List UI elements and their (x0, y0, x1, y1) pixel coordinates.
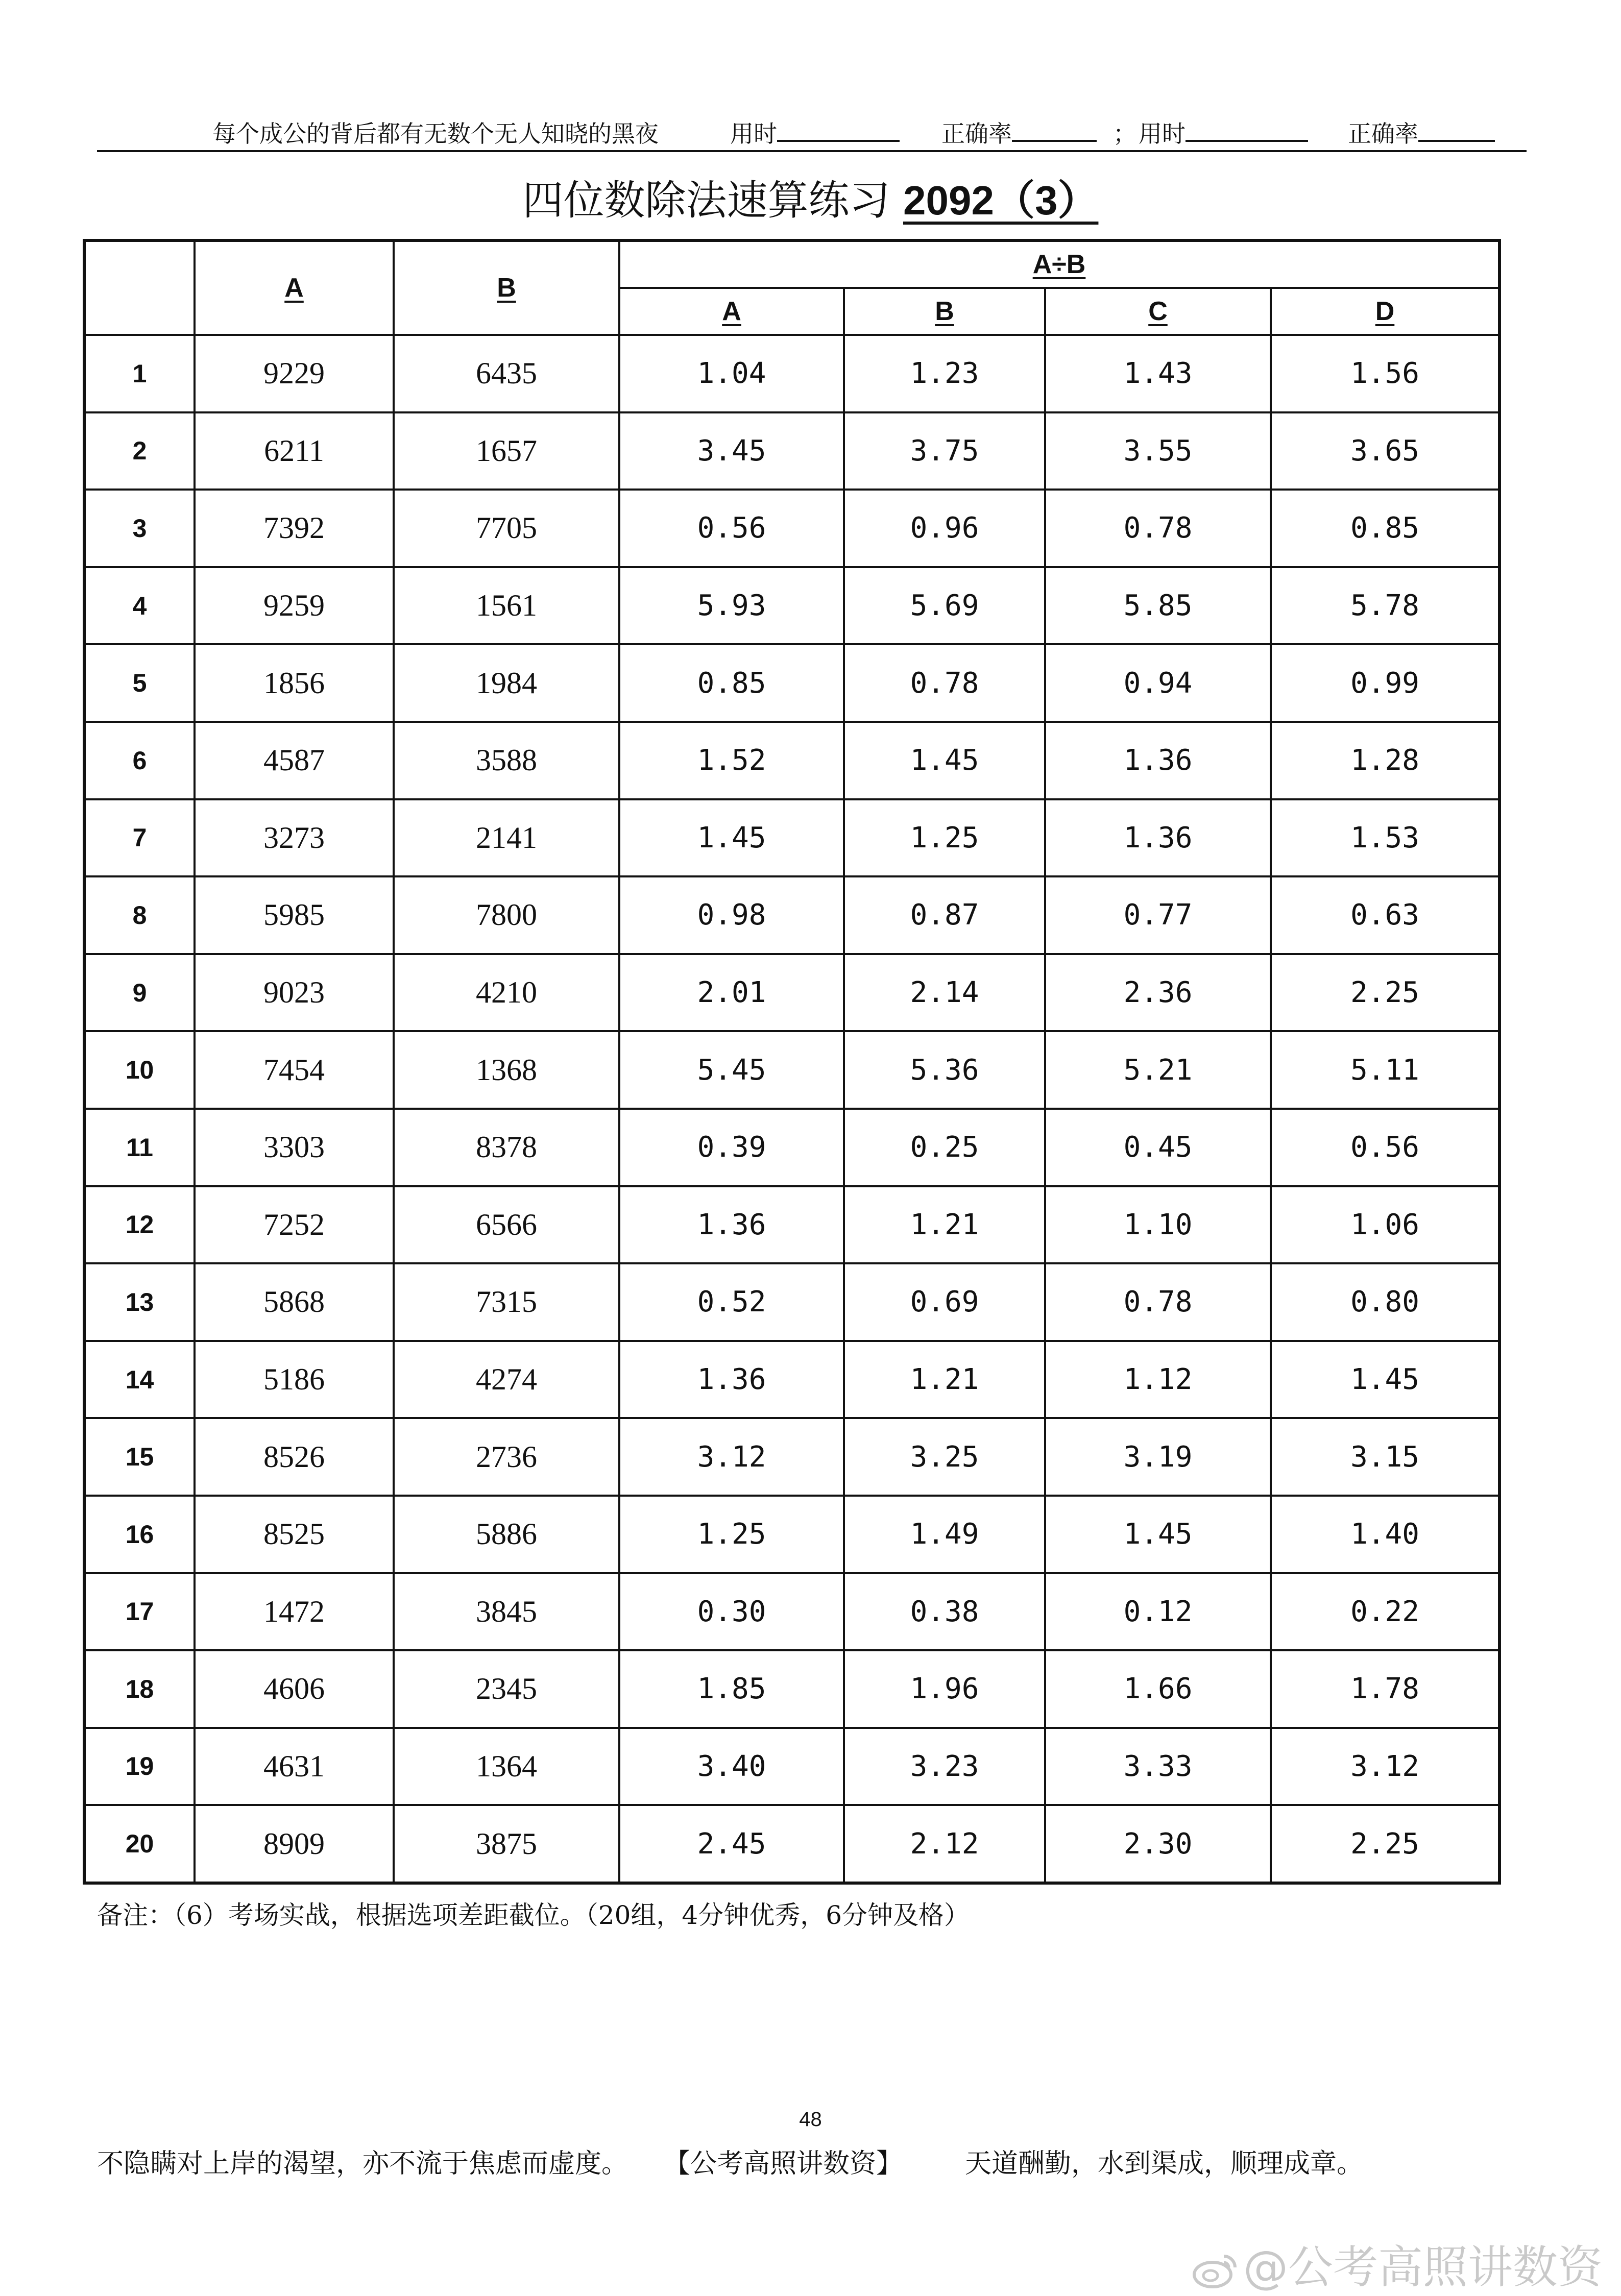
option-c-cell: 3.33 (1045, 1728, 1271, 1805)
option-a-cell: 0.30 (619, 1573, 844, 1651)
table-row (84, 876, 1499, 954)
table-row (84, 1650, 1499, 1728)
option-d-cell: 3.65 (1271, 412, 1499, 490)
quotient-group-header: A÷B (619, 240, 1499, 288)
row-number: 4 (84, 567, 195, 645)
option-a-cell: 5.93 (619, 567, 844, 645)
accuracy-label-1: 正确率 (941, 120, 1012, 148)
header-separator: ； (1113, 120, 1136, 148)
option-c-cell: 3.19 (1045, 1418, 1271, 1496)
divisor-b-cell: 6566 (394, 1186, 619, 1264)
option-a-cell: 0.56 (619, 490, 844, 567)
header-divider (97, 150, 1527, 152)
option-c-header: C (1045, 288, 1271, 335)
option-c-cell: 0.94 (1045, 644, 1271, 722)
row-number: 3 (84, 490, 195, 567)
row-number: 16 (84, 1496, 195, 1573)
row-number: 6 (84, 722, 195, 799)
option-a-cell: 0.52 (619, 1263, 844, 1341)
watermark (1190, 2232, 1603, 2296)
time-field-2[interactable] (1139, 115, 1308, 149)
divisor-b-cell: 1984 (394, 644, 619, 722)
option-b-cell: 3.75 (844, 412, 1045, 490)
dividend-a-cell: 7392 (195, 490, 394, 567)
option-d-cell: 0.56 (1271, 1109, 1499, 1186)
accuracy-field-1[interactable] (941, 115, 1097, 149)
option-a-cell: 0.39 (619, 1109, 844, 1186)
column-b-header: B (394, 240, 619, 335)
table-row (84, 412, 1499, 490)
page-footer (97, 2142, 1527, 2178)
option-b-cell: 0.87 (844, 876, 1045, 954)
option-b-cell: 1.23 (844, 335, 1045, 412)
option-b-cell: 0.38 (844, 1573, 1045, 1651)
option-c-cell: 2.30 (1045, 1805, 1271, 1883)
title-code: 2092（3） (903, 178, 1099, 223)
option-d-cell: 0.80 (1271, 1263, 1499, 1341)
option-c-cell: 5.21 (1045, 1031, 1271, 1109)
option-d-cell: 5.11 (1271, 1031, 1499, 1109)
option-a-cell: 1.45 (619, 799, 844, 877)
option-d-cell: 1.28 (1271, 722, 1499, 799)
option-a-cell: 2.01 (619, 954, 844, 1032)
option-b-cell: 0.25 (844, 1109, 1045, 1186)
table-row (84, 335, 1499, 412)
divisor-b-cell: 1561 (394, 567, 619, 645)
column-a-header: A (195, 240, 394, 335)
option-d-cell: 1.56 (1271, 335, 1499, 412)
row-number: 13 (84, 1263, 195, 1341)
table-row (84, 1728, 1499, 1805)
option-c-cell: 5.85 (1045, 567, 1271, 645)
page-header (97, 115, 1527, 148)
dividend-a-cell: 5868 (195, 1263, 394, 1341)
header-row-top (84, 240, 1499, 288)
page-number: 48 (799, 2108, 822, 2131)
table-row (84, 722, 1499, 799)
row-number: 12 (84, 1186, 195, 1264)
row-number: 9 (84, 954, 195, 1032)
option-b-cell: 1.96 (844, 1650, 1045, 1728)
option-d-cell: 3.12 (1271, 1728, 1499, 1805)
option-b-cell: 3.25 (844, 1418, 1045, 1496)
option-c-cell: 1.66 (1045, 1650, 1271, 1728)
divisor-b-cell: 2141 (394, 799, 619, 877)
weibo-icon (1190, 2252, 1239, 2289)
row-number: 7 (84, 799, 195, 877)
option-d-cell: 0.99 (1271, 644, 1499, 722)
option-c-cell: 0.12 (1045, 1573, 1271, 1651)
dividend-a-cell: 9259 (195, 567, 394, 645)
option-a-cell: 1.85 (619, 1650, 844, 1728)
divisor-b-cell: 7705 (394, 490, 619, 567)
table-row (84, 1341, 1499, 1419)
option-b-cell: 0.69 (844, 1263, 1045, 1341)
option-b-cell: 2.14 (844, 954, 1045, 1032)
dividend-a-cell: 3303 (195, 1109, 394, 1186)
option-c-cell: 1.10 (1045, 1186, 1271, 1264)
option-d-cell: 0.63 (1271, 876, 1499, 954)
page-title (0, 167, 1621, 226)
option-c-cell: 2.36 (1045, 954, 1271, 1032)
option-d-cell: 1.53 (1271, 799, 1499, 877)
index-header (84, 240, 195, 335)
divisor-b-cell: 2345 (394, 1650, 619, 1728)
option-a-cell: 3.12 (619, 1418, 844, 1496)
time-blank-2[interactable] (1185, 115, 1308, 142)
dividend-a-cell: 1856 (195, 644, 394, 722)
option-b-cell: 0.78 (844, 644, 1045, 722)
option-b-cell: 2.12 (844, 1805, 1045, 1883)
divisor-b-cell: 4210 (394, 954, 619, 1032)
option-a-cell: 3.40 (619, 1728, 844, 1805)
option-c-cell: 0.78 (1045, 490, 1271, 567)
divisor-b-cell: 6435 (394, 335, 619, 412)
divisor-b-cell: 8378 (394, 1109, 619, 1186)
option-d-cell: 5.78 (1271, 567, 1499, 645)
divisor-b-cell: 1368 (394, 1031, 619, 1109)
option-a-cell: 1.04 (619, 335, 844, 412)
footnote-remark: 备注：（6）考场实战，根据选项差距截位。（20组，4分钟优秀，6分钟及格） (97, 1900, 970, 1930)
divisor-b-cell: 3845 (394, 1573, 619, 1651)
option-d-cell: 1.06 (1271, 1186, 1499, 1264)
divisor-b-cell: 5886 (394, 1496, 619, 1573)
table-row (84, 1109, 1499, 1186)
table-row (84, 1186, 1499, 1264)
option-d-cell: 0.22 (1271, 1573, 1499, 1651)
option-b-header: B (844, 288, 1045, 335)
option-d-cell: 1.40 (1271, 1496, 1499, 1573)
divisor-b-cell: 7315 (394, 1263, 619, 1341)
option-c-cell: 0.78 (1045, 1263, 1271, 1341)
table-row (84, 490, 1499, 567)
option-b-cell: 1.45 (844, 722, 1045, 799)
option-d-cell: 0.85 (1271, 490, 1499, 567)
option-a-cell: 1.36 (619, 1341, 844, 1419)
time-label-1: 用时 (730, 120, 777, 148)
table-row (84, 799, 1499, 877)
table-row (84, 567, 1499, 645)
divisor-b-cell: 3588 (394, 722, 619, 799)
dividend-a-cell: 1472 (195, 1573, 394, 1651)
option-d-header: D (1271, 288, 1499, 335)
option-b-cell: 1.21 (844, 1341, 1045, 1419)
option-c-cell: 3.55 (1045, 412, 1271, 490)
option-a-cell: 5.45 (619, 1031, 844, 1109)
table-row (84, 1263, 1499, 1341)
divisor-b-cell: 7800 (394, 876, 619, 954)
option-a-cell: 1.36 (619, 1186, 844, 1264)
dividend-a-cell: 8909 (195, 1805, 394, 1883)
option-c-cell: 1.36 (1045, 722, 1271, 799)
accuracy-label-2: 正确率 (1348, 120, 1418, 148)
accuracy-blank-2[interactable] (1418, 115, 1495, 142)
dividend-a-cell: 9229 (195, 335, 394, 412)
header-motto: 每个成公的背后都有无数个无人知晓的黑夜 (212, 120, 659, 148)
divisor-b-cell: 4274 (394, 1341, 619, 1419)
row-number: 19 (84, 1728, 195, 1805)
option-d-cell: 1.45 (1271, 1341, 1499, 1419)
option-b-cell: 1.25 (844, 799, 1045, 877)
dividend-a-cell: 6211 (195, 412, 394, 490)
option-c-cell: 1.45 (1045, 1496, 1271, 1573)
option-a-cell: 3.45 (619, 412, 844, 490)
table-row (84, 1496, 1499, 1573)
row-number: 11 (84, 1109, 195, 1186)
table-row (84, 1573, 1499, 1651)
dividend-a-cell: 3273 (195, 799, 394, 877)
option-a-cell: 0.98 (619, 876, 844, 954)
footer-left-text: 不隐瞒对上岸的渴望，亦不流于焦虑而虚度。 (97, 2148, 628, 2179)
option-b-cell: 5.36 (844, 1031, 1045, 1109)
dividend-a-cell: 4587 (195, 722, 394, 799)
option-a-cell: 0.85 (619, 644, 844, 722)
time-blank-1[interactable] (777, 115, 900, 142)
divisor-b-cell: 1657 (394, 412, 619, 490)
option-d-cell: 2.25 (1271, 1805, 1499, 1883)
dividend-a-cell: 7252 (195, 1186, 394, 1264)
table-row (84, 644, 1499, 722)
option-d-cell: 2.25 (1271, 954, 1499, 1032)
option-a-header: A (619, 288, 844, 335)
divisor-b-cell: 1364 (394, 1728, 619, 1805)
time-field-1[interactable] (730, 115, 900, 149)
table-row (84, 1031, 1499, 1109)
dividend-a-cell: 5186 (195, 1341, 394, 1419)
divisor-b-cell: 2736 (394, 1418, 619, 1496)
dividend-a-cell: 8525 (195, 1496, 394, 1573)
row-number: 20 (84, 1805, 195, 1883)
option-b-cell: 1.21 (844, 1186, 1045, 1264)
row-number: 14 (84, 1341, 195, 1419)
row-number: 18 (84, 1650, 195, 1728)
row-number: 8 (84, 876, 195, 954)
option-b-cell: 0.96 (844, 490, 1045, 567)
row-number: 2 (84, 412, 195, 490)
time-label-2: 用时 (1139, 120, 1185, 148)
table-row (84, 1418, 1499, 1496)
table-row (84, 954, 1499, 1032)
row-number: 5 (84, 644, 195, 722)
option-b-cell: 5.69 (844, 567, 1045, 645)
footer-center-text: 【公考高照讲数资】 (664, 2148, 903, 2179)
dividend-a-cell: 7454 (195, 1031, 394, 1109)
accuracy-blank-1[interactable] (1012, 115, 1097, 142)
row-number: 17 (84, 1573, 195, 1651)
option-c-cell: 0.45 (1045, 1109, 1271, 1186)
exercise-table (83, 239, 1501, 1885)
option-c-cell: 1.12 (1045, 1341, 1271, 1419)
footer-right-text: 天道酬勤，水到渠成，顺理成章。 (965, 2148, 1364, 2179)
row-number: 10 (84, 1031, 195, 1109)
dividend-a-cell: 9023 (195, 954, 394, 1032)
option-c-cell: 1.36 (1045, 799, 1271, 877)
title-prefix: 四位数除法速算练习 (522, 177, 890, 224)
divisor-b-cell: 3875 (394, 1805, 619, 1883)
option-a-cell: 1.25 (619, 1496, 844, 1573)
option-a-cell: 2.45 (619, 1805, 844, 1883)
dividend-a-cell: 4606 (195, 1650, 394, 1728)
option-b-cell: 1.49 (844, 1496, 1045, 1573)
row-number: 15 (84, 1418, 195, 1496)
dividend-a-cell: 5985 (195, 876, 394, 954)
option-b-cell: 3.23 (844, 1728, 1045, 1805)
option-c-cell: 0.77 (1045, 876, 1271, 954)
accuracy-field-2[interactable] (1348, 115, 1495, 149)
dividend-a-cell: 8526 (195, 1418, 394, 1496)
option-d-cell: 1.78 (1271, 1650, 1499, 1728)
table-row (84, 1805, 1499, 1883)
row-number: 1 (84, 335, 195, 412)
option-d-cell: 3.15 (1271, 1418, 1499, 1496)
option-a-cell: 1.52 (619, 722, 844, 799)
dividend-a-cell: 4631 (195, 1728, 394, 1805)
option-c-cell: 1.43 (1045, 335, 1271, 412)
watermark-text: @公考高照讲数资 (1243, 2241, 1603, 2293)
